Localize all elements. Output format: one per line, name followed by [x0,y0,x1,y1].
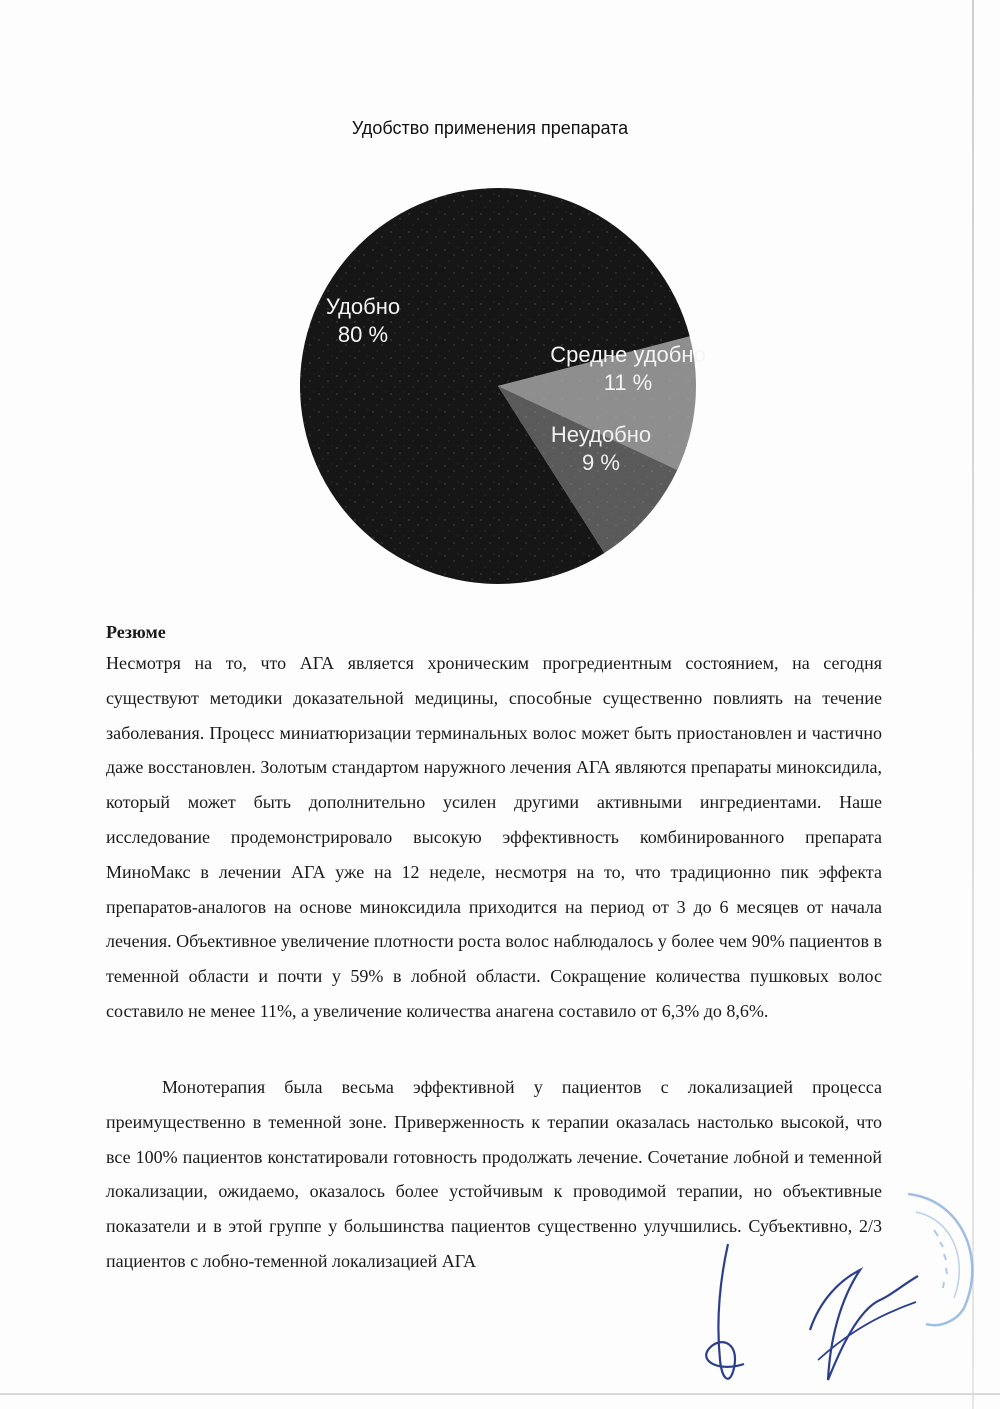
slice-value-2: 11 % [603,370,653,395]
scan-edge-bottom [0,1393,1000,1395]
pie-chart [298,174,708,594]
slice-value-3: 9 % [582,450,620,475]
slice-value-1: 80 % [337,322,389,347]
summary-heading: Резюме [106,622,166,642]
chart-title: Удобство применения препарата [351,118,629,138]
summary-paragraph-1: Несмотря на то, что АГА является хроническим прогредиентным состоянием, на сегодня существуют методики доказательной медицины, способные существенно повлиять на течение заболевания. Процесс миниатюризации терминальных волос может быть приостановлен и частично даже восстановлен. Золотым стандартом наружного лечения АГА являются препараты миноксидила, который может быть дополнительно усилен другими активными ингредиентами. Наше исследование продемонстрировало высокую эффективность комбинированного препарата МиноМакс в лечении АГА уже на 12 неделе, несмотря на то, что традиционно пик эффекта препаратов-аналогов на основе миноксидила приходится на период от 3 до 6 месяцев от начала лечения. Объективное увеличение плотности роста волос наблюдалось у более чем 90% пациентов в теменной области и почти у 59% в лобной области. Сокращение количества пушковых волос составило не менее 11%, а увеличение количества анагена составило от 6,3% до 8,6%. [106,653,882,1021]
pie-chart-svg [298,174,708,594]
slice-label-2: Средне удобно [550,342,706,367]
handwritten-signature [690,1240,930,1390]
slice-label-1: Удобно [325,294,401,319]
summary-paragraph-2: Монотерапия была весьма эффективной у пациентов с локализацией процесса преимущественно в теменной зоне. Приверженность к терапии оказалась настолько высокой, что все 100% пациентов констатировали готовность продолжать лечение. Сочетание лобной и теменной локализации, ожидаемо, оказалось более устойчивым к проводимой терапии, но объективные показатели и в этой группе у большинства пациентов существенно улучшились. Субъективно, 2/3 пациентов с лобно-теменной локализацией АГА [106,1077,882,1271]
slice-label-3: Неудобно [550,422,652,447]
